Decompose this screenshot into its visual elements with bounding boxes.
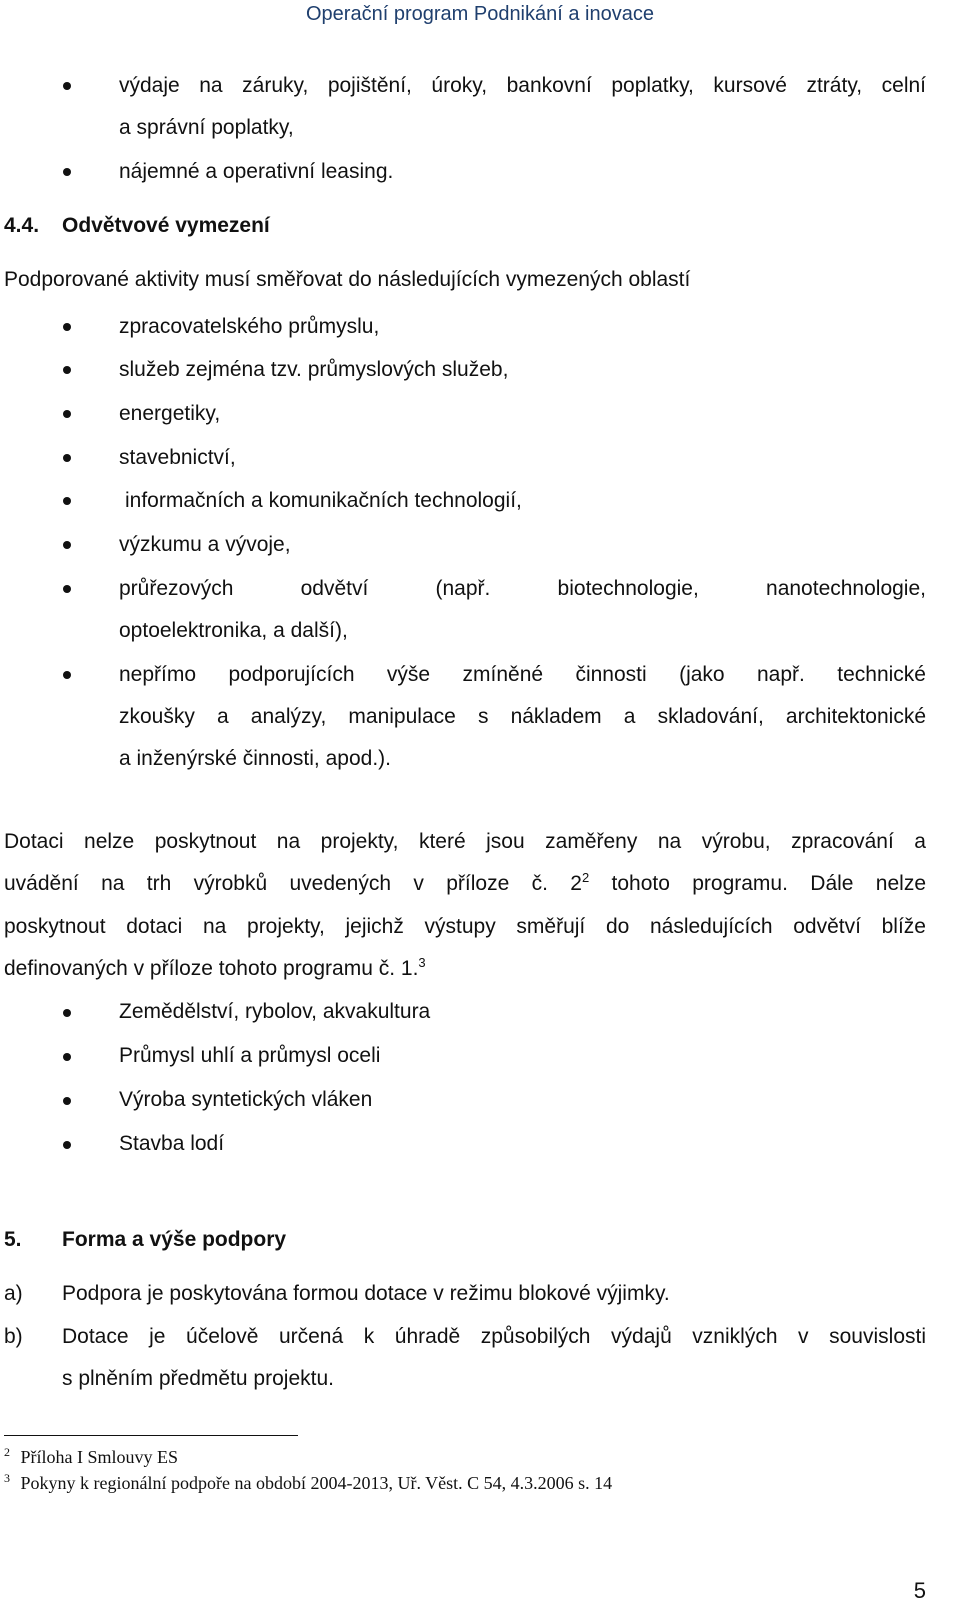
list-item: nájemné a operativní leasing. bbox=[119, 160, 394, 183]
footnote-mark: 3 bbox=[4, 1471, 10, 1485]
bullet-icon bbox=[63, 1009, 71, 1017]
section-title: Forma a výše podpory bbox=[62, 1228, 287, 1251]
paragraph-text: uvádění na trh výrobků uvedených v příloze č. 2 bbox=[4, 872, 582, 895]
list-item: Průmysl uhlí a průmysl oceli bbox=[119, 1044, 381, 1067]
page-number: 5 bbox=[913, 1578, 926, 1603]
paragraph-line: poskytnout dotaci na projekty, jejichž výstupy směřují do následujících odvětví blíže bbox=[4, 915, 926, 938]
section-title: Odvětvové vymezení bbox=[62, 214, 270, 237]
bullet-icon bbox=[63, 585, 71, 593]
list-item: výzkumu a vývoje, bbox=[119, 533, 291, 556]
bullet-icon bbox=[63, 671, 71, 679]
section-number: 5. bbox=[4, 1228, 22, 1251]
bullet-icon bbox=[63, 454, 71, 462]
list-item: Stavba lodí bbox=[119, 1132, 225, 1155]
bullet-icon bbox=[63, 1141, 71, 1149]
footnote-divider bbox=[4, 1435, 298, 1436]
list-item: průřezových odvětví (např. biotechnologie, nanotechnologie, bbox=[119, 577, 926, 600]
footnote bbox=[4, 1472, 612, 1494]
bullet-icon bbox=[63, 323, 71, 331]
section-number: 4.4. bbox=[4, 214, 40, 237]
bullet-icon bbox=[63, 541, 71, 549]
list-item: informačních a komunikačních technologií, bbox=[125, 489, 522, 512]
paragraph-line bbox=[4, 870, 926, 898]
list-item-continuation: optoelektronika, a další), bbox=[119, 619, 348, 642]
bullet-icon bbox=[63, 168, 71, 176]
list-item: Dotace je účelově určená k úhradě způsobilých výdajů vzniklých v souvislosti bbox=[62, 1325, 926, 1348]
list-item: výdaje na záruky, pojištění, úroky, bankovní poplatky, kursové ztráty, celní bbox=[119, 74, 926, 97]
bullet-icon bbox=[63, 366, 71, 374]
list-item-continuation: a inženýrské činnosti, apod.). bbox=[119, 747, 391, 770]
list-item: nepřímo podporujících výše zmíněné činnosti (jako např. technické bbox=[119, 663, 926, 686]
bullet-icon bbox=[63, 1053, 71, 1061]
list-item: stavebnictví, bbox=[119, 446, 236, 469]
page-header: Operační program Podnikání a inovace bbox=[306, 3, 654, 25]
list-item-continuation: s plněním předmětu projektu. bbox=[62, 1367, 334, 1390]
paragraph-text: definovaných v příloze tohoto programu č. 1. bbox=[4, 957, 419, 980]
bullet-icon bbox=[63, 410, 71, 418]
bullet-icon bbox=[63, 497, 71, 505]
paragraph-line bbox=[4, 955, 426, 983]
section-intro: Podporované aktivity musí směřovat do následujících vymezených oblastí bbox=[4, 268, 691, 291]
list-item: zpracovatelského průmyslu, bbox=[119, 315, 380, 338]
item-label: b) bbox=[4, 1325, 23, 1348]
list-item: Výroba syntetických vláken bbox=[119, 1088, 373, 1111]
list-item-continuation: a správní poplatky, bbox=[119, 116, 294, 139]
list-item-continuation: zkoušky a analýzy, manipulace s nákladem a skladování, architektonické bbox=[119, 705, 926, 728]
footnote-text: Příloha I Smlouvy ES bbox=[20, 1447, 179, 1467]
footnote-text: Pokyny k regionální podpoře na období 2004-2013, Uř. Věst. C 54, 4.3.2006 s. 14 bbox=[20, 1473, 613, 1493]
paragraph-line: Dotaci nelze poskytnout na projekty, které jsou zaměřeny na výrobu, zpracování a bbox=[4, 830, 926, 853]
footnote-mark: 2 bbox=[4, 1445, 10, 1459]
footnote bbox=[4, 1446, 178, 1468]
item-label: a) bbox=[4, 1282, 23, 1305]
list-item: Podpora je poskytována formou dotace v režimu blokové výjimky. bbox=[62, 1282, 670, 1305]
bullet-icon bbox=[63, 1097, 71, 1105]
list-item: energetiky, bbox=[119, 402, 221, 425]
list-item: služeb zejména tzv. průmyslových služeb, bbox=[119, 358, 509, 381]
footnote-ref: 3 bbox=[418, 955, 426, 970]
list-item: Zemědělství, rybolov, akvakultura bbox=[119, 1000, 431, 1023]
paragraph-text: tohoto programu. Dále nelze bbox=[589, 872, 927, 895]
bullet-icon bbox=[63, 82, 71, 90]
footnote-ref: 2 bbox=[581, 870, 590, 885]
